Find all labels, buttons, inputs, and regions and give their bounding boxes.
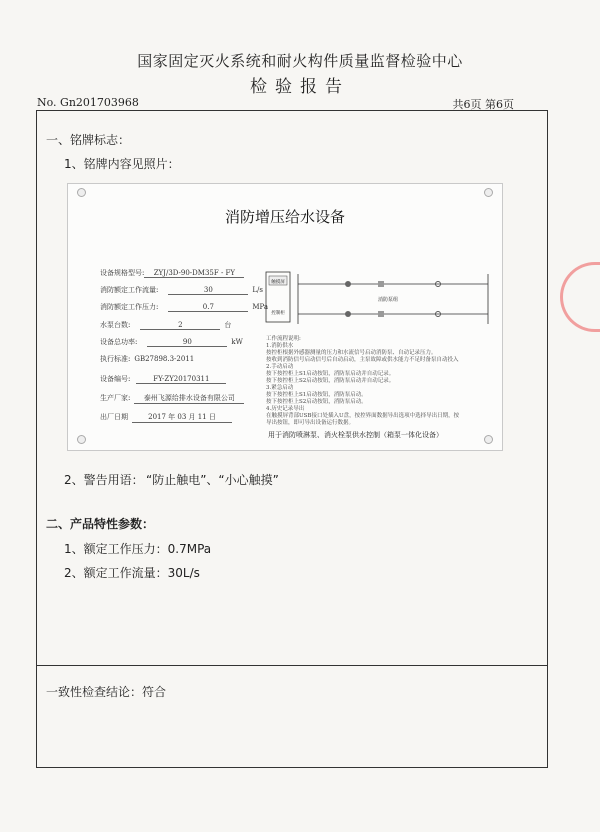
note-line: 导出按钮，即可导出设备运行数据。 [266, 420, 355, 426]
nameplate-row: 水泵台数: 2 台 [100, 321, 232, 329]
note-line: 按下按控柜上S1启动按钮，消防泵启动。 [266, 392, 367, 398]
nameplate-row: 消防额定工作压力: 0.7 MPa [100, 303, 269, 311]
pump-icon [345, 311, 351, 317]
rated-flow: 2、额定工作流量：30L/s [64, 566, 200, 580]
valve-icon [378, 281, 384, 287]
note-line: 4.历史记录导出 [266, 406, 305, 412]
conclusion-text: 一致性检查结论：符合 [46, 685, 167, 699]
screw-hole [77, 188, 86, 197]
valve-icon [378, 311, 384, 317]
document-title: 检验报告 [250, 77, 350, 97]
nameplate-title: 消防增压给水设备 [224, 208, 345, 226]
report-number: No. Gn201703968 [37, 96, 139, 109]
section1-item1: 1、铭牌内容见照片： [64, 157, 180, 171]
nameplate-photo [67, 183, 503, 451]
touch-screen-label: 触摸屏 [271, 280, 285, 285]
section2-title: 二、产品特性参数： [46, 517, 155, 531]
conclusion-divider [36, 665, 548, 666]
cabinet-label: 控制柜 [271, 311, 285, 316]
org-title: 国家固定灭火系统和耐火构件质量监督检验中心 [137, 52, 463, 70]
nameplate-row: 出厂日期 2017 年 03 月 11 日 [100, 412, 232, 423]
operation-notes [266, 336, 496, 427]
note-line: 1.消防供水 [266, 343, 294, 349]
screw-hole [77, 435, 86, 444]
note-line: 在触摸屏背部USB接口处插入U盘，按控界面数据导出选项中选择导出日期，按 [266, 413, 460, 419]
section1-title: 一、铭牌标志： [46, 133, 131, 147]
screw-hole [484, 188, 493, 197]
nameplate-row: 执行标准: GB27898.3-2011 [100, 355, 195, 363]
nameplate-row: 设备规格型号: ZYJ/3D-90-DM35F - FY [100, 268, 244, 278]
note-line: 2.手动启动 [266, 364, 294, 370]
rated-pressure: 1、额定工作压力：0.7MPa [64, 542, 212, 556]
nameplate-row: 设备总功率: 90 kW [100, 338, 243, 346]
screw-hole [484, 435, 493, 444]
nameplate-row: 设备编号: FY-ZY20170311 [100, 374, 226, 384]
note-line: 按下按控柜上S1启动按钮，消防泵启动并自动记录。 [266, 371, 395, 377]
page-info: 共6页 第6页 [452, 98, 514, 111]
note-line: 3.紧急启动 [266, 385, 294, 391]
nameplate-footer: 用于消防喷淋泵、消火栓泵供水控制（箱泵一体化设备） [268, 431, 443, 439]
red-seal-stamp [560, 262, 600, 332]
note-line: 按收到消防信号启动信号后自动启动，主泵故障或供水能力不足时备泵自动投入 [266, 357, 459, 363]
nameplate-row: 生产厂家: 泰州飞源给排水设备有限公司 [100, 393, 244, 404]
pump-icon [345, 281, 351, 287]
note-line: 工作流程说明: [266, 336, 301, 342]
warning-text: “防止触电”、“小心触摸” [146, 473, 279, 487]
nameplate-row: 消防额定工作流量: 30 L/s [100, 286, 263, 294]
pump-group-label: 消防泵组 [377, 297, 399, 303]
note-line: 按下按控柜上S2启动按钮，消防泵启动。 [266, 399, 367, 405]
note-line: 按下按控柜上S2启动按钮，消防泵启动并自动记录。 [266, 378, 395, 384]
section1-item2-label: 2、警告用语： [64, 473, 144, 487]
system-diagram [258, 264, 498, 334]
note-line: 按控柜根据外感器测量的压力和水流信号启动消防泵、自动记录压力。 [266, 350, 437, 356]
